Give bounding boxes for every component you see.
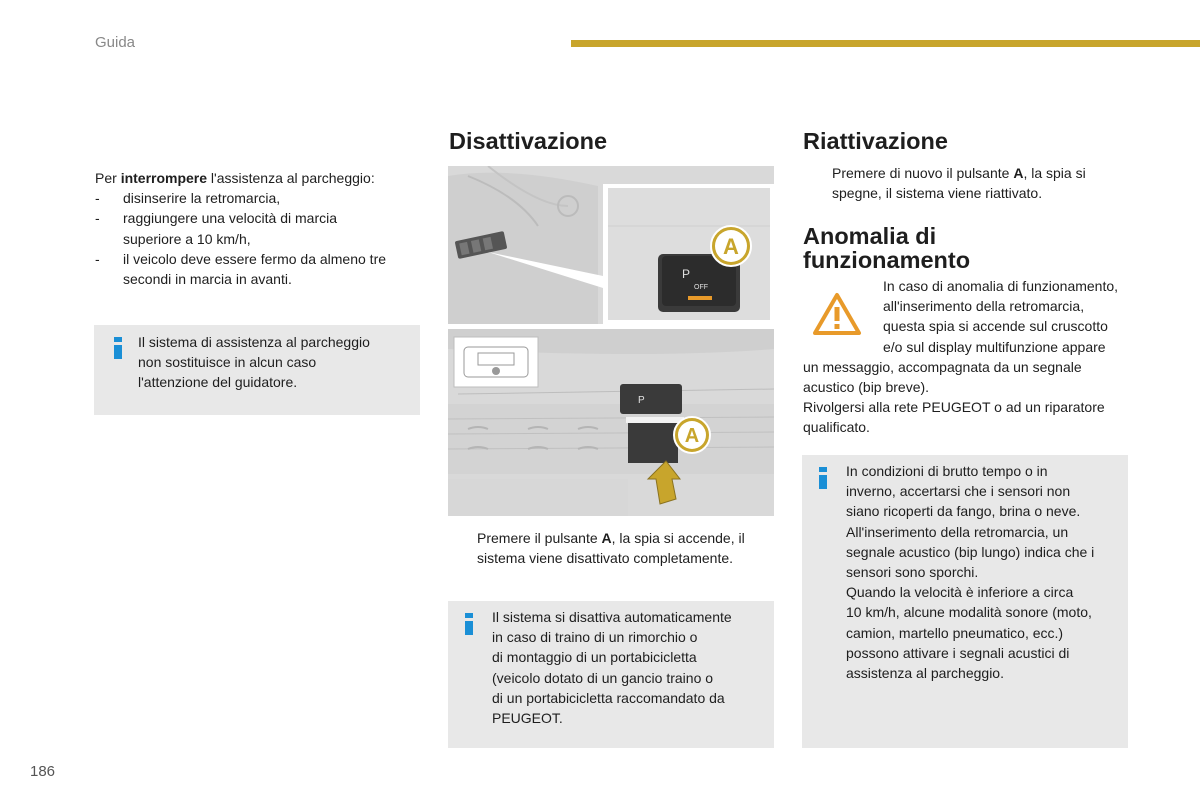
reactivation-title: Riattivazione: [803, 128, 948, 154]
info-box-auto-deactivation: Il sistema si disattiva automaticamente in caso di traino di un rimorchio o di montaggio di un portabicicletta (veicolo dotato di un gancio traino o di un portabicicletta raccomandato da PEUGEOT.: [448, 601, 774, 748]
svg-text:A: A: [723, 234, 739, 259]
svg-text:P: P: [682, 267, 691, 281]
deactivation-title: Disattivazione: [449, 128, 608, 154]
page-number: 186: [30, 763, 56, 780]
list-item: - disinserire la retromarcia,: [95, 190, 281, 207]
section-label: Guida: [95, 34, 136, 51]
interrupt-keyword: interrompere: [120, 170, 208, 186]
interrupt-instructions: [95, 168, 425, 289]
anomaly-title: Anomalia di funzionamento: [803, 223, 971, 273]
list-item: - raggiungere una velocità di marcia superiore a 10 km/h,: [95, 210, 338, 247]
svg-text:OFF: OFF: [694, 284, 708, 291]
anomaly-description: In caso di anomalia di funzionamento, all'inserimento della retromarcia, questa spia si accende sul cruscotto e/o sul display multifunzione appare un messaggio, accompagnata da un segnale acustico (bip breve). Rivolgersi alla rete PEUGEOT o ad un riparatore qualificato.: [803, 278, 1119, 436]
svg-text:A: A: [684, 425, 700, 447]
info-box-sensors: In condizioni di brutto tempo o in inverno, accertarsi che i sensori non siano ricoperti da fango, brina o neve. All'inserimento della retromarcia, un segnale acustico (bip lungo) indica che i sensori sono sporchi. Quando la velocità è inferiore a circa 10 km/h, alcune modalità sonore (moto, camion, martello pneumatico, ecc.) possono attivare i segnali acustici di assistenza al parcheggio.: [802, 455, 1128, 748]
reactivation-step: Premere di nuovo il pulsante A, la spia si spegne, il sistema viene riattivato.: [832, 165, 1086, 202]
deactivation-step: Premere il pulsante A, la spia si accende, il sistema viene disattivato completamente.: [477, 530, 745, 567]
svg-text:P: P: [638, 395, 645, 406]
interrupt-list: [95, 188, 425, 289]
info-box-driver-attention: Il sistema di assistenza al parcheggio non sostituisce in alcun caso l'attenzione del guidatore.: [94, 325, 420, 415]
console-illustration: [448, 329, 774, 516]
switch-closeup-illustration: [448, 166, 774, 324]
header-accent-bar: [571, 40, 1200, 47]
interrupt-intro: Per interrompere l'assistenza al parcheggio:: [95, 170, 375, 186]
list-item: - il veicolo deve essere fermo da almeno tre secondi in marcia in avanti.: [95, 250, 387, 288]
